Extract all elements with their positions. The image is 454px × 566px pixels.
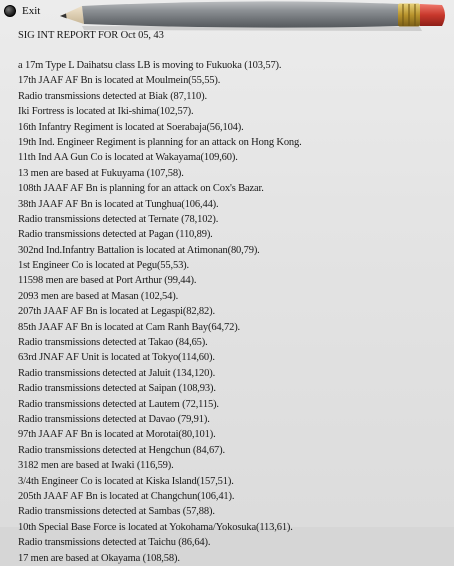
report-line: 2093 men are based at Masan (102,54). — [18, 290, 179, 302]
report-line: Radio transmissions detected at Ternate (78,102). — [18, 213, 219, 225]
report-line: 16th Infantry Regiment is located at Soerabaja(56,104). — [18, 121, 244, 133]
report-line: 3182 men are based at Iwaki (116,59). — [18, 460, 174, 472]
report-line: 13 men are based at Fukuyama (107,58). — [18, 167, 184, 179]
report-line: 97th JAAF AF Bn is located at Morotai(80,101). — [18, 429, 216, 441]
report-list — [18, 58, 302, 566]
report-line: Radio transmissions detected at Pagan (110,89). — [18, 229, 213, 241]
exit-button[interactable] — [4, 3, 40, 19]
report-line: a 17m Type L Daihatsu class LB is moving to Fukuoka (103,57). — [18, 60, 282, 71]
report-line: Radio transmissions detected at Davao (79,91). — [18, 413, 210, 425]
report-line: Radio transmissions detected at Saipan (108,93). — [18, 383, 216, 395]
report-line: 10th Special Base Force is located at Yokohama/Yokosuka(113,61). — [18, 521, 293, 533]
report-title: SIG INT REPORT FOR Oct 05, 43 — [18, 30, 164, 41]
report-line: 11th Ind AA Gun Co is located at Wakayama(109,60). — [18, 152, 238, 164]
report-line: 3/4th Engineer Co is located at Kiska Island(157,51). — [18, 475, 234, 487]
report-line: 85th JAAF AF Bn is located at Cam Ranh Bay(64,72). — [18, 321, 241, 333]
report-line: 38th JAAF AF Bn is located at Tunghua(106,44). — [18, 198, 219, 210]
report-line: Radio transmissions detected at Hengchun (84,67). — [18, 444, 225, 456]
report-line: 17th JAAF AF Bn is located at Moulmein(55,55). — [18, 75, 221, 87]
report-line: 302nd Ind.Infantry Battalion is located at Atimonan(80,79). — [18, 244, 260, 256]
report-line: 207th JAAF AF Bn is located at Legaspi(82,82). — [18, 306, 215, 318]
report-line: 205th JAAF AF Bn is located at Changchun(106,41). — [18, 490, 235, 502]
report-line: 11598 men are based at Port Arthur (99,44). — [18, 275, 197, 287]
report-line: Radio transmissions detected at Biak (87,110). — [18, 90, 207, 102]
report-line: 17 men are based at Okayama (108,58). — [18, 552, 180, 564]
report-line: Radio transmissions detected at Jaluit (134,120). — [18, 367, 216, 379]
report-line: 1st Engineer Co is located at Pegu(55,53). — [18, 260, 189, 272]
report-line: Iki Fortress is located at Iki-shima(102,57). — [18, 106, 194, 118]
exit-label[interactable]: Exit — [22, 5, 41, 17]
report-line: Radio transmissions detected at Taichu (86,64). — [18, 537, 211, 549]
report-line: Radio transmissions detected at Lautem (72,115). — [18, 398, 219, 410]
exit-circle-icon[interactable] — [4, 5, 16, 17]
pencil-icon — [60, 0, 454, 32]
report-line: 63rd JNAF AF Unit is located at Tokyo(114,60). — [18, 352, 215, 364]
report-line: Radio transmissions detected at Sambas (57,88). — [18, 506, 215, 518]
report-line: Radio transmissions detected at Takao (84,65). — [18, 337, 208, 349]
report-line: 19th Ind. Engineer Regiment is planning for an attack on Hong Kong. — [18, 136, 302, 148]
report-line: 108th JAAF AF Bn is planning for an attack on Cox's Bazar. — [18, 183, 264, 195]
